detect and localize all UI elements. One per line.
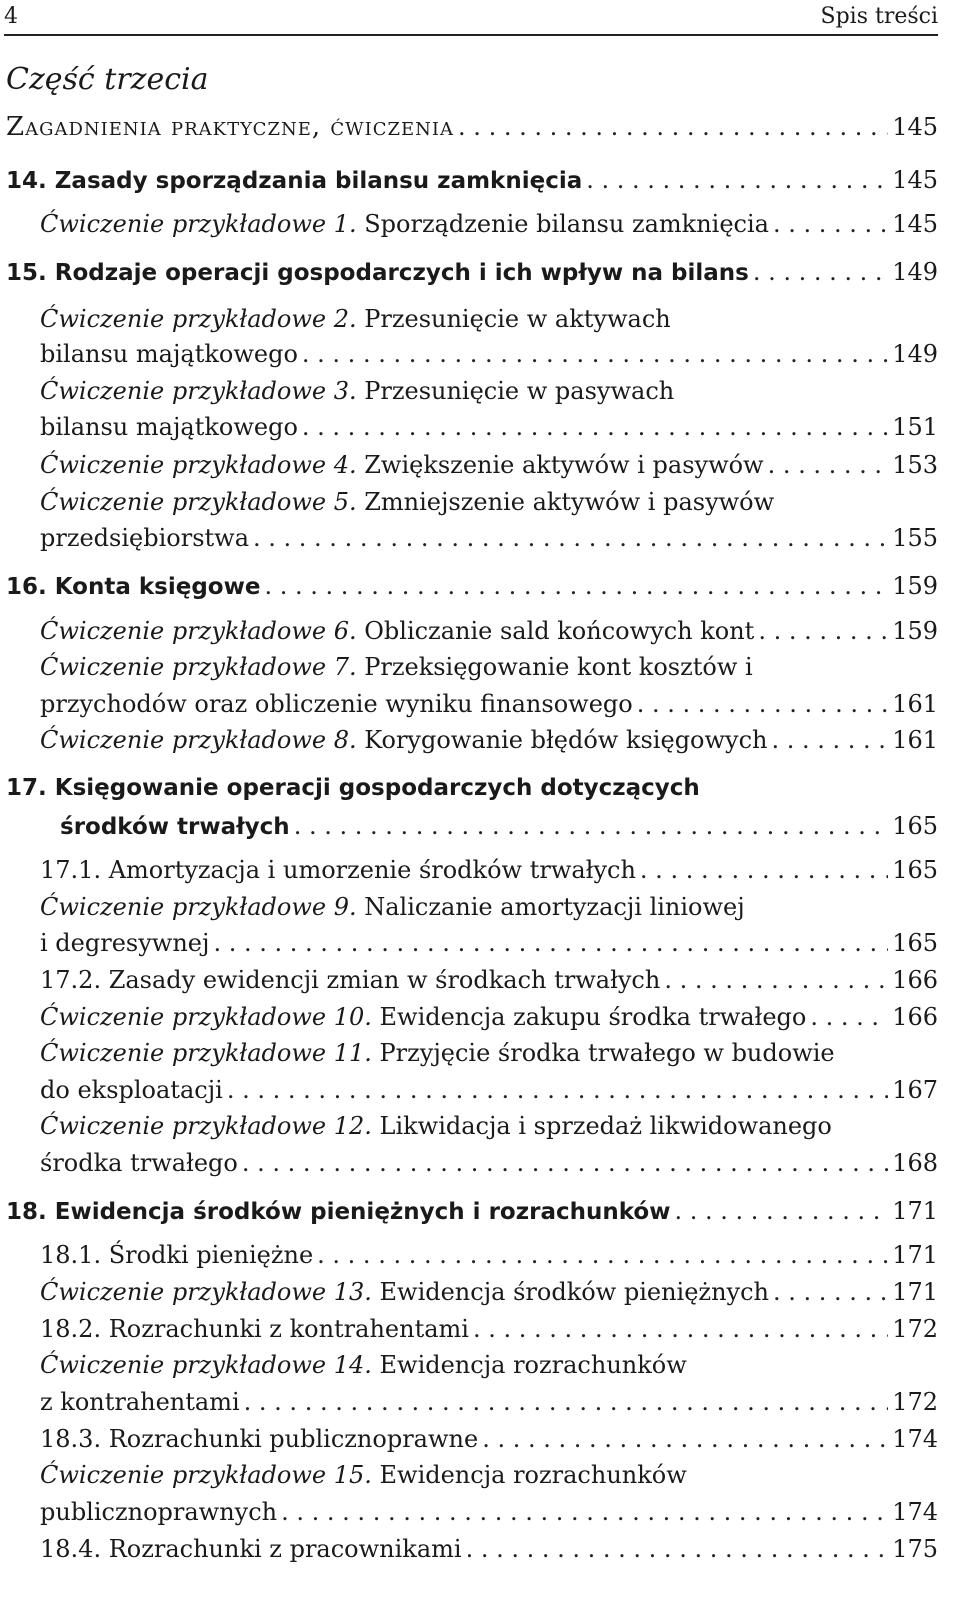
toc-entry-text: 14. Zasady sporządzania bilansu zamknięcia <box>6 168 583 194</box>
dot-leader <box>294 812 889 841</box>
toc-entry-text: Sporządzenie bilansu zamknięcia <box>356 210 769 238</box>
toc-entry-16[interactable] <box>6 572 938 602</box>
dot-leader <box>302 340 888 369</box>
toc-entry-page: 153 <box>892 451 938 479</box>
dot-leader <box>466 1535 889 1564</box>
exercise-label: Ćwiczenie przykładowe 7. <box>40 653 357 681</box>
toc-entry-part-heading[interactable] <box>6 112 938 143</box>
toc-entry-18-1[interactable] <box>40 1241 938 1270</box>
dot-leader <box>674 1197 888 1226</box>
dot-leader <box>227 1076 888 1105</box>
toc-entry-ex14-line2[interactable] <box>40 1388 938 1417</box>
toc-entry-text: Przesunięcie w aktywach <box>356 305 671 333</box>
toc-entry-text: Przesunięcie w pasywach <box>356 377 675 405</box>
toc-entry-17-2[interactable] <box>40 966 938 995</box>
dot-leader <box>317 1241 888 1270</box>
toc-entry-text: Naliczanie amortyzacji liniowej <box>356 893 745 921</box>
toc-entry-text: Przyjęcie środka trwałego w budowie <box>371 1039 835 1067</box>
exercise-label: Ćwiczenie przykładowe 9. <box>40 893 357 921</box>
toc-entry-text: środków trwałych <box>60 814 290 840</box>
toc-entry-page: 165 <box>892 856 938 884</box>
toc-entry-text: 15. Rodzaje operacji gospodarczych i ich wpływ na bilans <box>6 260 749 286</box>
dot-leader <box>637 690 888 719</box>
toc-entry-ex3-line1[interactable] <box>40 377 674 405</box>
toc-entry-page: 172 <box>892 1388 938 1416</box>
toc-entry-page: 165 <box>892 812 938 840</box>
toc-entry-ex15-line1[interactable] <box>40 1461 687 1489</box>
toc-entry-text: 18.1. Środki pieniężne <box>40 1241 314 1269</box>
toc-entry-page: 149 <box>892 340 938 368</box>
toc-entry-text: i degresywnej <box>40 929 210 957</box>
toc-entry-ex12-line1[interactable] <box>40 1112 832 1140</box>
exercise-label: Ćwiczenie przykładowe 4. <box>40 451 357 479</box>
dot-leader <box>772 726 889 755</box>
toc-entry-ex5-line1[interactable] <box>40 488 774 516</box>
toc-entry-ex7-line2[interactable] <box>40 690 938 719</box>
toc-entry-text: przedsiębiorstwa <box>40 524 250 552</box>
exercise-label: Ćwiczenie przykładowe 6. <box>40 617 357 645</box>
toc-entry-page: 174 <box>892 1425 938 1453</box>
dot-leader <box>768 451 889 480</box>
exercise-label: Ćwiczenie przykładowe 13. <box>40 1278 372 1306</box>
toc-entry-18-3[interactable] <box>40 1425 938 1454</box>
toc-entry-page: 175 <box>892 1535 938 1563</box>
toc-entry-ex13[interactable] <box>40 1278 938 1307</box>
toc-entry-text: 18.4. Rozrachunki z pracownikami <box>40 1535 462 1563</box>
dot-leader <box>458 113 888 142</box>
toc-entry-page: 171 <box>892 1197 938 1225</box>
toc-entry-text: Ewidencja środków pieniężnych <box>371 1278 769 1306</box>
toc-entry-page: 155 <box>892 524 938 552</box>
dot-leader <box>242 1149 888 1178</box>
toc-entry-page: 165 <box>892 929 938 957</box>
toc-entry-page: 161 <box>892 690 938 718</box>
toc-entry-18[interactable] <box>6 1197 938 1227</box>
toc-entry-ex14-line1[interactable] <box>40 1351 687 1379</box>
toc-entry-text: bilansu majątkowego <box>40 413 298 441</box>
exercise-label: Ćwiczenie przykładowe 8. <box>40 726 357 754</box>
toc-entry-ex10[interactable] <box>40 1003 938 1032</box>
toc-entry-text: Korygowanie błędów księgowych <box>356 726 768 754</box>
dot-leader <box>213 929 888 958</box>
dot-leader <box>773 1278 888 1307</box>
toc-entry-text: 17.2. Zasady ewidencji zmian w środkach trwałych <box>40 966 661 994</box>
dot-leader <box>281 1498 888 1527</box>
toc-entry-ex11-line1[interactable] <box>40 1039 835 1067</box>
exercise-label: Ćwiczenie przykładowe 12. <box>40 1112 372 1140</box>
toc-entry-ex9-line2[interactable] <box>40 929 938 958</box>
toc-entry-text: środka trwałego <box>40 1149 238 1177</box>
toc-entry-ex2-line1[interactable] <box>40 305 671 333</box>
dot-leader <box>302 413 888 442</box>
toc-entry-page: 172 <box>892 1315 938 1343</box>
running-title: Spis treści <box>820 4 938 29</box>
toc-entry-text: Ewidencja rozrachunków <box>371 1351 687 1379</box>
toc-entry-page: 159 <box>892 617 938 645</box>
toc-entry-page: 171 <box>892 1278 938 1306</box>
toc-entry-text: 17.1. Amortyzacja i umorzenie środków trwałych <box>40 856 636 884</box>
exercise-label: Ćwiczenie przykładowe 5. <box>40 488 357 516</box>
dot-leader <box>773 210 888 239</box>
toc-entry-page: 145 <box>892 113 938 141</box>
exercise-label: Ćwiczenie przykładowe 14. <box>40 1351 372 1379</box>
toc-entry-18-2[interactable] <box>40 1315 938 1344</box>
dot-leader <box>640 856 888 885</box>
toc-entry-page: 151 <box>892 413 938 441</box>
dot-leader <box>586 166 888 195</box>
dot-leader <box>664 966 888 995</box>
toc-entry-text: 18.2. Rozrachunki z kontrahentami <box>40 1315 469 1343</box>
toc-entry-text: Zmniejszenie aktywów i pasywów <box>356 488 775 516</box>
page-header <box>4 4 938 32</box>
exercise-label: Ćwiczenie przykładowe 3. <box>40 377 357 405</box>
toc-entry-page: 159 <box>892 572 938 600</box>
toc-entry-page: 168 <box>892 1149 938 1177</box>
toc-entry-page: 161 <box>892 726 938 754</box>
toc-entry-ex6[interactable] <box>40 617 938 646</box>
toc-entry-text: Ewidencja zakupu środka trwałego <box>371 1003 807 1031</box>
toc-entry-text: 18. Ewidencja środków pieniężnych i rozrachunków <box>6 1199 671 1225</box>
page-number: 4 <box>4 4 18 29</box>
dot-leader <box>473 1315 888 1344</box>
toc-entry-page: 166 <box>892 966 938 994</box>
toc-entry-text: do eksploatacji <box>40 1076 223 1104</box>
toc-entry-text: bilansu majątkowego <box>40 340 298 368</box>
toc-entry-text: Obliczanie sald końcowych kont <box>356 617 755 645</box>
exercise-label: Ćwiczenie przykładowe 2. <box>40 305 357 333</box>
toc-entry-ex12-line2[interactable] <box>40 1149 938 1178</box>
toc-entry-ex5-line2[interactable] <box>40 524 938 553</box>
toc-entry-page: 149 <box>892 258 938 286</box>
exercise-label: Ćwiczenie przykładowe 1. <box>40 210 357 238</box>
toc-entry-text: 18.3. Rozrachunki publicznoprawne <box>40 1425 479 1453</box>
toc-entry-page: 145 <box>892 210 938 238</box>
toc-entry-ex3-line2[interactable] <box>40 413 938 442</box>
dot-leader <box>264 572 888 601</box>
dot-leader <box>244 1388 889 1417</box>
toc-entry-ex4[interactable] <box>40 451 938 480</box>
header-rule <box>4 34 938 36</box>
toc-entry-page: 166 <box>892 1003 938 1031</box>
toc-entry-text: Zagadnienia praktyczne, ćwiczenia <box>6 112 455 142</box>
toc-entry-text: Zwiększenie aktywów i pasywów <box>356 451 764 479</box>
dot-leader <box>810 1003 888 1032</box>
toc-entry-text: z kontrahentami <box>40 1388 240 1416</box>
toc-entry-ex2-line2[interactable] <box>40 340 938 369</box>
part-title: Część trzecia <box>6 62 209 97</box>
toc-entry-17-1[interactable] <box>40 856 938 885</box>
dot-leader <box>482 1425 888 1454</box>
toc-entry-page: 174 <box>892 1498 938 1526</box>
toc-entry-ex9-line1[interactable] <box>40 893 745 921</box>
toc-entry-page: 167 <box>892 1076 938 1104</box>
exercise-label: Ćwiczenie przykładowe 11. <box>40 1039 372 1067</box>
toc-entry-ex11-line2[interactable] <box>40 1076 938 1105</box>
toc-entry-ex15-line2[interactable] <box>40 1498 938 1527</box>
toc-entry-text: Przeksięgowanie kont kosztów i <box>356 653 753 681</box>
toc-entry-17-line1[interactable]: 17. Księgowanie operacji gospodarczych dotyczących <box>6 775 700 801</box>
toc-entry-ex1[interactable] <box>40 210 938 239</box>
toc-entry-15[interactable] <box>6 258 938 288</box>
exercise-label: Ćwiczenie przykładowe 10. <box>40 1003 372 1031</box>
toc-entry-text: Likwidacja i sprzedaż likwidowanego <box>371 1112 832 1140</box>
toc-entry-17-line2[interactable] <box>60 812 938 842</box>
toc-entry-ex7-line1[interactable] <box>40 653 753 681</box>
toc-entry-text: publicznoprawnych <box>40 1498 278 1526</box>
dot-leader <box>753 258 888 287</box>
toc-entry-ex8[interactable] <box>40 726 938 755</box>
toc-entry-text: Ewidencja rozrachunków <box>371 1461 687 1489</box>
exercise-label: Ćwiczenie przykładowe 15. <box>40 1461 372 1489</box>
toc-entry-14[interactable] <box>6 166 938 196</box>
toc-entry-page: 145 <box>892 166 938 194</box>
dot-leader <box>253 524 888 553</box>
toc-entry-text: przychodów oraz obliczenie wyniku finansowego <box>40 690 633 718</box>
toc-entry-18-4[interactable] <box>40 1535 938 1564</box>
toc-entry-text: 16. Konta księgowe <box>6 574 261 600</box>
dot-leader <box>758 617 888 646</box>
toc-entry-page: 171 <box>892 1241 938 1269</box>
